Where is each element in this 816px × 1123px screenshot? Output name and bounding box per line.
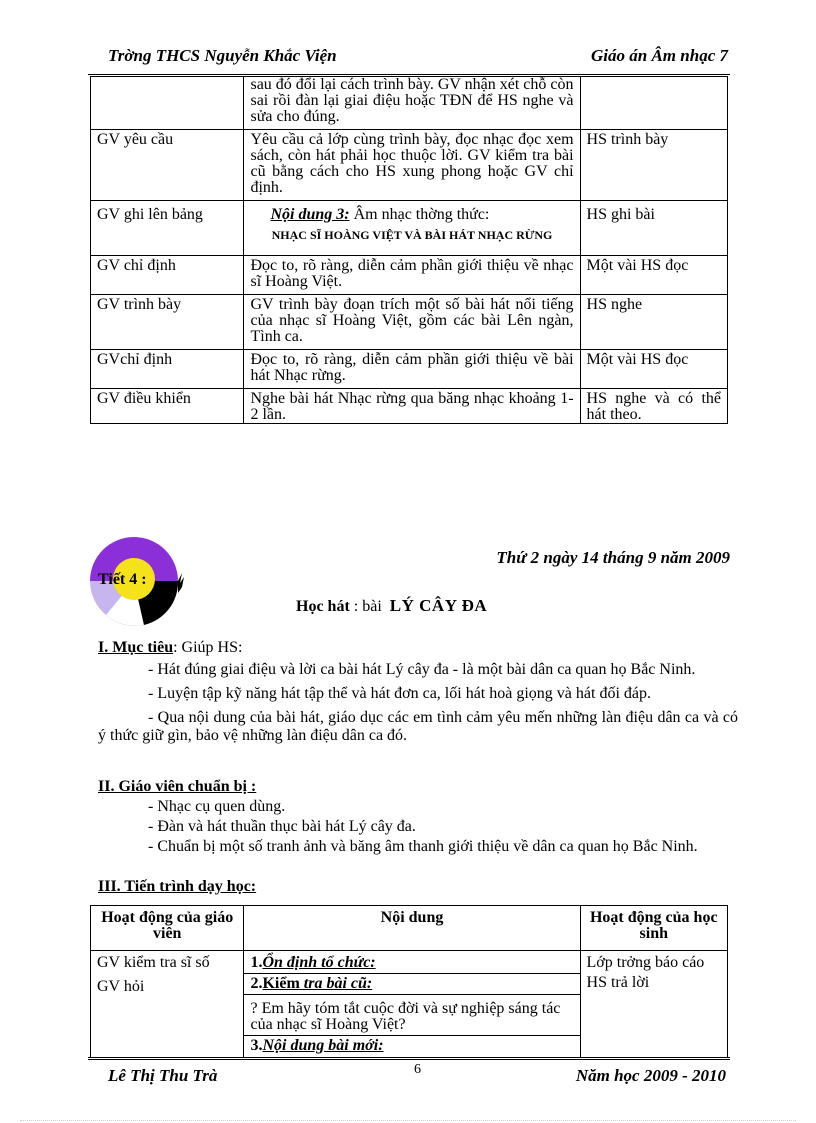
table-cell: GV trình bày đoạn trích một số bài hát nổi tiếng của nhạc sĩ Hoàng Việt, gồm các bài Lên ngàn, Tình ca. — [244, 295, 580, 350]
header-rule — [88, 74, 730, 75]
objective-item: - Qua nội dung của bài hát, giáo dục các em tình cảm yêu mến những làn điệu dân ca và có ý thức giữ gìn, bảo vệ những làn điệu dân ca đó. — [98, 709, 738, 744]
table-cell — [91, 77, 244, 130]
preparation-heading: II. Giáo viên chuẩn bị : — [98, 778, 257, 795]
table-cell — [580, 77, 727, 130]
objective-item: - Luyện tập kỹ năng hát tập thể và hát đơn ca, lối hát hoà giọng và hát đối đáp. — [148, 685, 651, 702]
table-cell — [244, 951, 580, 1058]
step-3: 3.Nội dung bài mới: — [250, 1037, 384, 1054]
content-label: Nội dung 3: — [270, 206, 350, 223]
student-action: Lớp trởng báo cáo — [586, 954, 705, 971]
table-cell: Đọc to, rõ ràng, diễn cảm phần giới thiệu về nhạc sĩ Hoàng Việt. — [244, 256, 580, 295]
table-header: Hoạt động của học sinh — [580, 906, 727, 951]
table-row — [91, 201, 728, 256]
preparation-item: - Nhạc cụ quen dùng. — [148, 798, 286, 815]
table-cell: HS nghe và có thể hát theo. — [580, 389, 727, 424]
table-cell: GV ghi lên bảng — [91, 201, 244, 256]
preparation-item: - Chuẩn bị một số tranh ảnh và băng âm thanh giới thiệu về dân ca quan họ Bắc Ninh. — [148, 838, 698, 855]
table-row — [91, 350, 728, 389]
song-heading — [296, 596, 487, 616]
lesson-number: Tiết 4 : — [98, 571, 147, 588]
table-row — [91, 295, 728, 350]
table-cell: GV điều khiển — [91, 389, 244, 424]
table-cell: HS nghe — [580, 295, 727, 350]
section-preparation — [98, 778, 738, 856]
content-label-rest: Âm nhạc thờng thức: — [349, 206, 490, 223]
step-1: 1.Ổn định tổ chức: — [244, 951, 579, 974]
song-title-caps: NHẠC SĨ HOÀNG VIỆT VÀ BÀI HÁT NHẠC RỪNG — [271, 228, 553, 242]
table-cell: Một vài HS đọc — [580, 350, 727, 389]
table-row — [91, 951, 728, 1058]
table-cell: GV chỉ định — [91, 256, 244, 295]
table-cell — [580, 951, 727, 1058]
table-cell: HS ghi bài — [580, 201, 727, 256]
table-cell: sau đó đổi lại cách trình bày. GV nhận xét chỗ còn sai rồi đàn lại giai điệu hoặc TĐN để HS nghe và sửa cho đúng. — [244, 77, 580, 130]
lesson-badge — [86, 533, 188, 629]
table-row — [91, 389, 728, 424]
objectives-heading: I. Mục tiêu — [98, 639, 174, 656]
footer-year: Năm học 2009 - 2010 — [575, 1066, 726, 1085]
table-header-row — [91, 906, 728, 951]
table-cell: Nghe bài hát Nhạc rừng qua băng nhạc khoảng 1-2 lần. — [244, 389, 580, 424]
page-number: 6 — [414, 1062, 421, 1077]
teacher-action: GV hỏi — [97, 978, 145, 995]
objectives-lead: : Giúp HS: — [173, 639, 243, 656]
table-cell: Yêu cầu cả lớp cùng trình bày, đọc nhạc đọc xem sách, còn hát phải học thuộc lời. GV kiểm tra bài cũ bằng cách cho HS xung phong hoặc GV chỉ định. — [244, 130, 580, 201]
lesson-table-continued — [90, 76, 728, 424]
table-header: Hoạt động của giáo viên — [91, 906, 244, 951]
table-cell: Một vài HS đọc — [580, 256, 727, 295]
table-cell — [91, 951, 244, 1058]
table-cell: Đọc to, rõ ràng, diễn cảm phần giới thiệu về bài hát Nhạc rừng. — [244, 350, 580, 389]
header-subject: Giáo án Âm nhạc 7 — [591, 46, 728, 65]
page-edge — [20, 1120, 796, 1121]
table-header: Nội dung — [244, 906, 580, 951]
footer-author: Lê Thị Thu Trà — [108, 1066, 218, 1085]
preparation-item: - Đàn và hát thuần thục bài hát Lý cây đa. — [148, 818, 416, 835]
table-row — [91, 77, 728, 130]
table-cell: GVchỉ định — [91, 350, 244, 389]
review-question: ? Em hãy tóm tắt cuộc đời và sự nghiệp sáng tác của nhạc sĩ Hoàng Việt? — [244, 995, 579, 1036]
table-cell — [244, 201, 580, 256]
step-2: 2.Kiểm tra bài cũ: — [244, 974, 579, 995]
header-school: Trờng THCS Nguyễn Khắc Viện — [108, 46, 337, 65]
table-cell: GV yêu cầu — [91, 130, 244, 201]
table-row — [91, 130, 728, 201]
song-prefix: Học hát — [296, 598, 350, 615]
section-objectives — [98, 639, 738, 745]
footer-rule — [88, 1057, 730, 1060]
table-cell: HS trình bày — [580, 130, 727, 201]
lesson-date: Thứ 2 ngày 14 tháng 9 năm 2009 — [496, 548, 730, 567]
section-process — [98, 878, 738, 896]
objective-item: - Hát đúng giai điệu và lời ca bài hát Lý cây đa - là một bài dân ca quan họ Bắc Ninh. — [148, 661, 696, 678]
activity-table — [90, 905, 728, 1058]
teacher-action: GV kiểm tra sĩ số — [97, 954, 210, 971]
process-heading: III. Tiến trình dạy học: — [98, 878, 257, 895]
student-action: HS trả lời — [586, 974, 650, 991]
song-mid: : bài — [353, 598, 382, 615]
song-name: LÝ CÂY ĐA — [389, 596, 488, 615]
table-row — [91, 256, 728, 295]
table-cell: GV trình bày — [91, 295, 244, 350]
